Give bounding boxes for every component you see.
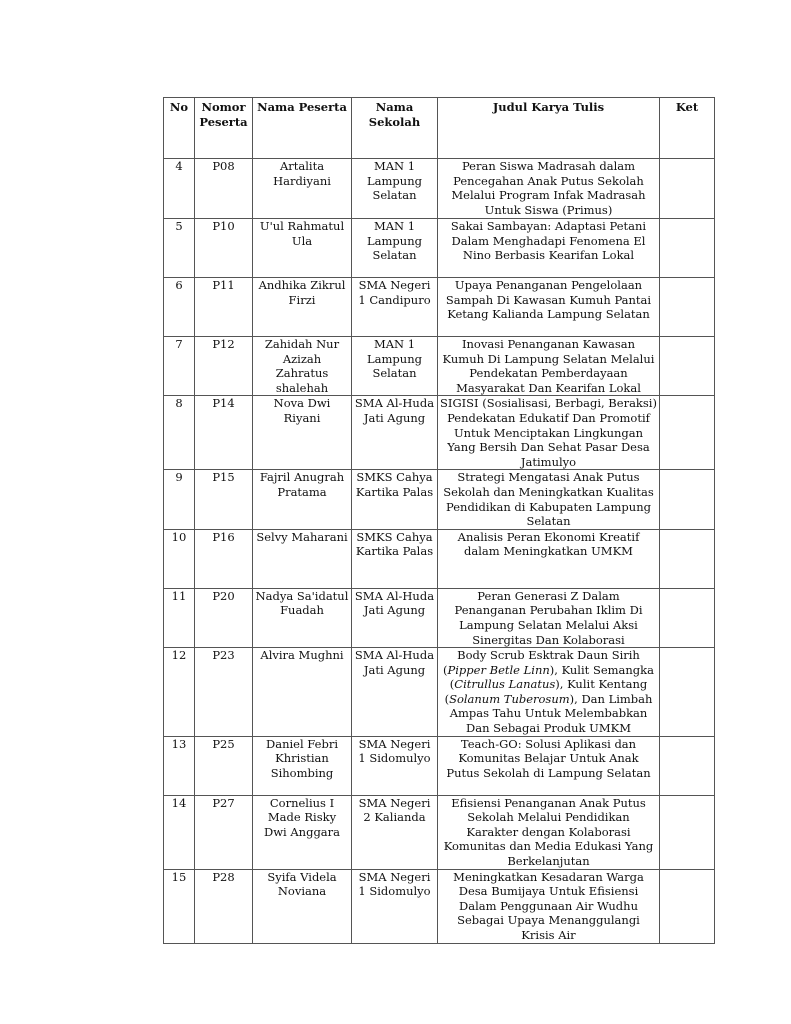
cell-judul: Peran Siswa Madrasah dalam Pencegahan Anak Putus Sekolah Melalui Program Infak Madrasah Untuk Siswa (Primus) — [438, 159, 660, 219]
cell-nomor-peserta: P16 — [195, 529, 253, 588]
cell-judul: Efisiensi Penanganan Anak Putus Sekolah Melalui Pendidikan Karakter dengan Kolaborasi Komunitas dan Media Edukasi Yang Berkelanjutan — [438, 795, 660, 869]
cell-nama-sekolah: SMA Negeri 1 Candipuro — [352, 278, 438, 337]
table-row — [164, 648, 715, 737]
cell-ket — [660, 337, 715, 396]
cell-no: 11 — [164, 588, 195, 647]
cell-nama-peserta: Zahidah Nur Azizah Zahratus shalehah — [253, 337, 352, 396]
cell-judul: Teach-GO: Solusi Aplikasi dan Komunitas Belajar Untuk Anak Putus Sekolah di Lampung Selatan — [438, 736, 660, 795]
cell-judul: Meningkatkan Kesadaran Warga Desa Bumijaya Untuk Efisiensi Dalam Penggunaan Air Wudhu Sebagai Upaya Menanggulangi Krisis Air — [438, 869, 660, 943]
cell-no: 14 — [164, 795, 195, 869]
cell-nama-sekolah: SMA Al-Huda Jati Agung — [352, 588, 438, 647]
cell-nama-peserta: Nova Dwi Riyani — [253, 396, 352, 470]
cell-no: 4 — [164, 159, 195, 219]
cell-nomor-peserta: P23 — [195, 648, 253, 737]
cell-nomor-peserta: P28 — [195, 869, 253, 943]
cell-nomor-peserta: P10 — [195, 219, 253, 278]
cell-judul: Sakai Sambayan: Adaptasi Petani Dalam Menghadapi Fenomena El Nino Berbasis Kearifan Lokal — [438, 219, 660, 278]
cell-ket — [660, 278, 715, 337]
cell-nama-sekolah: SMA Al-Huda Jati Agung — [352, 648, 438, 737]
cell-ket — [660, 588, 715, 647]
header-nomor-peserta: Nomor Peserta — [195, 98, 253, 159]
cell-ket — [660, 736, 715, 795]
cell-no: 6 — [164, 278, 195, 337]
cell-ket — [660, 219, 715, 278]
header-ket: Ket — [660, 98, 715, 159]
cell-no: 9 — [164, 470, 195, 529]
cell-judul: Analisis Peran Ekonomi Kreatif dalam Meningkatkan UMKM — [438, 529, 660, 588]
table-row — [164, 396, 715, 470]
judul-latin-name: Pipper Betle Linn — [447, 662, 550, 677]
cell-ket — [660, 869, 715, 943]
cell-nama-peserta: Daniel Febri Khristian Sihombing — [253, 736, 352, 795]
cell-judul: Peran Generasi Z Dalam Penanganan Perubahan Iklim Di Lampung Selatan Melalui Aksi Sinergitas Dan Kolaborasi — [438, 588, 660, 647]
cell-nama-peserta: Andhika Zikrul Firzi — [253, 278, 352, 337]
cell-ket — [660, 529, 715, 588]
cell-no: 12 — [164, 648, 195, 737]
cell-nama-peserta: Nadya Sa'idatul Fuadah — [253, 588, 352, 647]
table-row — [164, 529, 715, 588]
cell-nomor-peserta: P12 — [195, 337, 253, 396]
judul-text: Body Scrub Esktrak Daun Sirih ( — [443, 648, 640, 677]
cell-no: 10 — [164, 529, 195, 588]
cell-nama-peserta: Alvira Mughni — [253, 648, 352, 737]
cell-nama-peserta: U'ul Rahmatul Ula — [253, 219, 352, 278]
table-row — [164, 588, 715, 647]
cell-nama-peserta: Selvy Maharani — [253, 529, 352, 588]
table-row — [164, 869, 715, 943]
cell-ket — [660, 648, 715, 737]
cell-nomor-peserta: P20 — [195, 588, 253, 647]
cell-no: 15 — [164, 869, 195, 943]
cell-nama-sekolah: MAN 1 Lampung Selatan — [352, 159, 438, 219]
cell-nama-sekolah: SMKS Cahya Kartika Palas — [352, 529, 438, 588]
participant-table-container — [163, 97, 714, 944]
table-row — [164, 159, 715, 219]
table-row — [164, 278, 715, 337]
cell-no: 5 — [164, 219, 195, 278]
participant-table — [163, 97, 715, 944]
judul-text: ), Kulit Semangka ( — [449, 662, 654, 692]
cell-no: 13 — [164, 736, 195, 795]
cell-nomor-peserta: P25 — [195, 736, 253, 795]
judul-text: ), Kulit Kentang ( — [444, 677, 648, 706]
cell-nama-sekolah: MAN 1 Lampung Selatan — [352, 337, 438, 396]
cell-nama-sekolah: SMKS Cahya Kartika Palas — [352, 470, 438, 529]
cell-nama-sekolah: SMA Negeri 1 Sidomulyo — [352, 869, 438, 943]
cell-judul: SIGISI (Sosialisasi, Berbagi, Beraksi) Pendekatan Edukatif Dan Promotif Untuk Menciptakan Lingkungan Yang Bersih Dan Sehat Pasar Desa Jatimulyo — [438, 396, 660, 470]
table-header-row — [164, 98, 715, 159]
cell-nama-peserta: Syifa Videla Noviana — [253, 869, 352, 943]
cell-no: 7 — [164, 337, 195, 396]
cell-nama-sekolah: SMA Al-Huda Jati Agung — [352, 396, 438, 470]
cell-nomor-peserta: P14 — [195, 396, 253, 470]
judul-latin-name: Citrullus Lanatus — [454, 677, 556, 692]
header-no: No — [164, 98, 195, 159]
cell-nomor-peserta: P15 — [195, 470, 253, 529]
cell-nama-sekolah: SMA Negeri 1 Sidomulyo — [352, 736, 438, 795]
cell-nomor-peserta: P11 — [195, 278, 253, 337]
header-nama-peserta: Nama Peserta — [253, 98, 352, 159]
cell-judul: Inovasi Penanganan Kawasan Kumuh Di Lampung Selatan Melalui Pendekatan Pemberdayaan Masyarakat Dan Kearifan Lokal — [438, 337, 660, 396]
table-row — [164, 337, 715, 396]
table-row — [164, 795, 715, 869]
judul-text: ), Dan Limbah Ampas Tahu Untuk Melembabkan Dan Sebagai Produk UMKM — [449, 691, 653, 736]
cell-nama-peserta: Artalita Hardiyani — [253, 159, 352, 219]
cell-nama-peserta: Cornelius I Made Risky Dwi Anggara — [253, 795, 352, 869]
cell-judul: Strategi Mengatasi Anak Putus Sekolah dan Meningkatkan Kualitas Pendidikan di Kabupaten Lampung Selatan — [438, 470, 660, 529]
cell-nama-sekolah: SMA Negeri 2 Kalianda — [352, 795, 438, 869]
table-row — [164, 470, 715, 529]
cell-nama-sekolah: MAN 1 Lampung Selatan — [352, 219, 438, 278]
cell-ket — [660, 159, 715, 219]
judul-latin-name: Solanum Tuberosum — [449, 691, 570, 706]
cell-ket — [660, 396, 715, 470]
table-row — [164, 219, 715, 278]
cell-ket — [660, 795, 715, 869]
cell-judul: Upaya Penanganan Pengelolaan Sampah Di Kawasan Kumuh Pantai Ketang Kalianda Lampung Selatan — [438, 278, 660, 337]
header-nama-sekolah: Nama Sekolah — [352, 98, 438, 159]
cell-ket — [660, 470, 715, 529]
cell-judul — [438, 648, 660, 737]
table-row — [164, 736, 715, 795]
cell-nama-peserta: Fajril Anugrah Pratama — [253, 470, 352, 529]
cell-nomor-peserta: P08 — [195, 159, 253, 219]
cell-no: 8 — [164, 396, 195, 470]
header-judul-karya-tulis: Judul Karya Tulis — [438, 98, 660, 159]
cell-nomor-peserta: P27 — [195, 795, 253, 869]
